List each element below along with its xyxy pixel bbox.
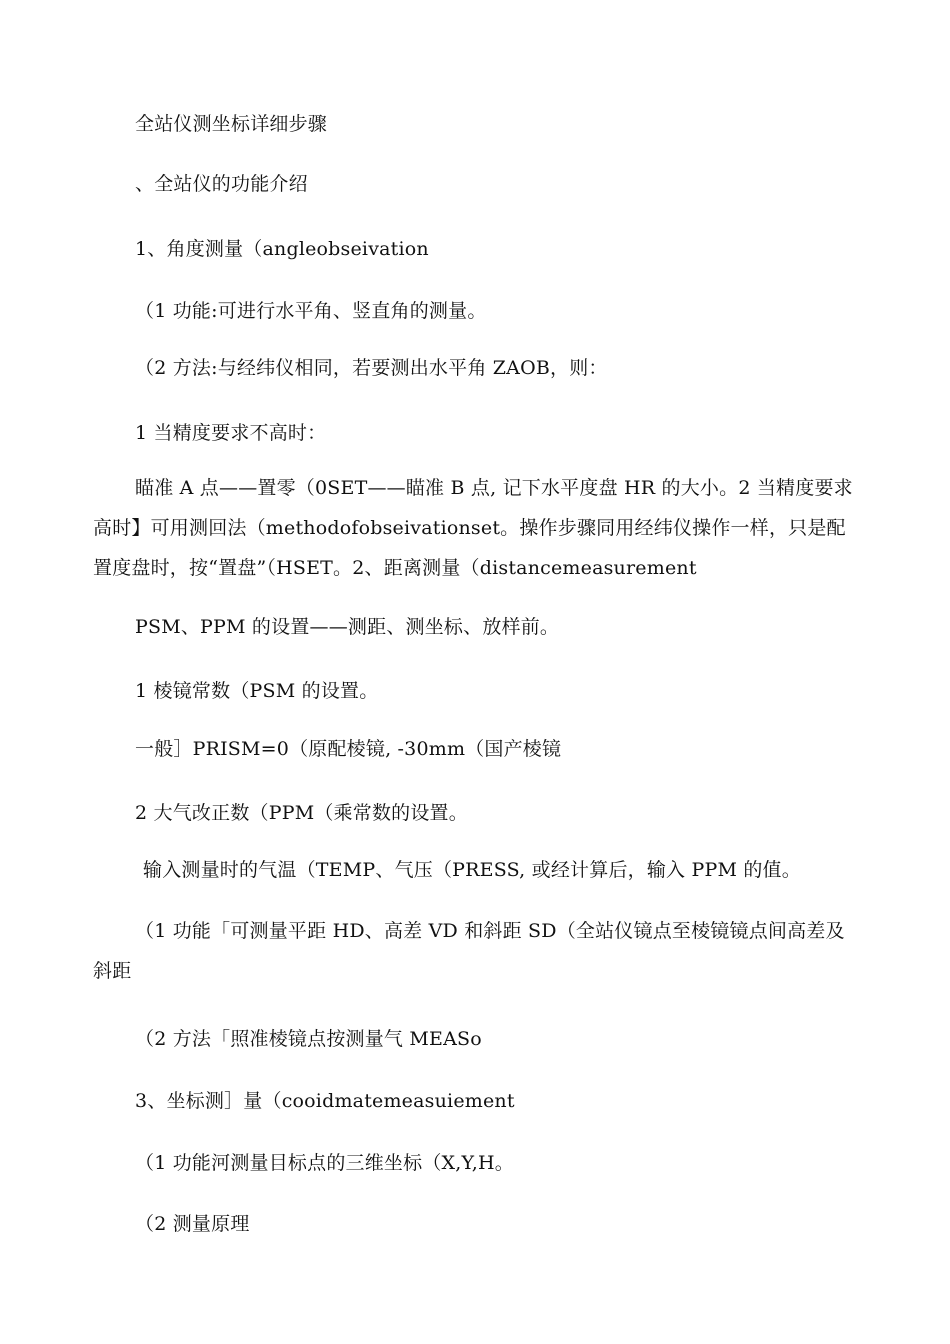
paragraph: （1 功能河测量目标点的三维坐标（X,Y,H。 (135, 1152, 514, 1174)
paragraph: 一般］PRISM=0（原配棱镜, -30mm（国产棱镜 (135, 738, 562, 760)
paragraph: 、全站仪的功能介绍 (135, 173, 308, 195)
paragraph: （1 功能「可测量平距 HD、高差 VD 和斜距 SD（全站仪镜点至棱镜镜点间高差及斜距 (93, 920, 845, 982)
paragraph: 1、角度测量（angleobseivation (135, 238, 429, 260)
paragraph: （2 测量原理 (135, 1213, 250, 1235)
paragraph: PSM、PPM 的设置——测距、测坐标、放样前。 (135, 616, 560, 638)
document-title: 全站仪测坐标详细步骤 (135, 113, 328, 135)
paragraph: 输入测量时的气温（TEMP、气压（PRESS, 或经计算后，输入 PPM 的值。 (143, 859, 801, 881)
paragraph: （1 功能:可进行水平角、竖直角的测量。 (135, 300, 487, 322)
paragraph: 1 棱镜常数（PSM 的设置。 (135, 680, 379, 702)
paragraph: 3、坐标测］量（cooidmatemeasuiement (135, 1090, 515, 1112)
paragraph: 2 大气改正数（PPM（乘常数的设置。 (135, 802, 468, 824)
paragraph: （2 方法:与经纬仪相同，若要测出水平角 ZAOB，则： (135, 357, 608, 379)
paragraph: 瞄准 A 点——置零（0SET——瞄准 B 点, 记下水平度盘 HR 的大小。2 当精度要求高时】可用测回法（methodofobseivationset。操作步骤同用经纬仪操作一样，只是配置度盘时，按“置盘”（HSET。2、距离测量（distancemeasurement (93, 477, 853, 579)
paragraph: （2 方法「照准棱镜点按测量气 MEASo (135, 1028, 482, 1050)
paragraph: 1 当精度要求不高时： (135, 422, 327, 444)
